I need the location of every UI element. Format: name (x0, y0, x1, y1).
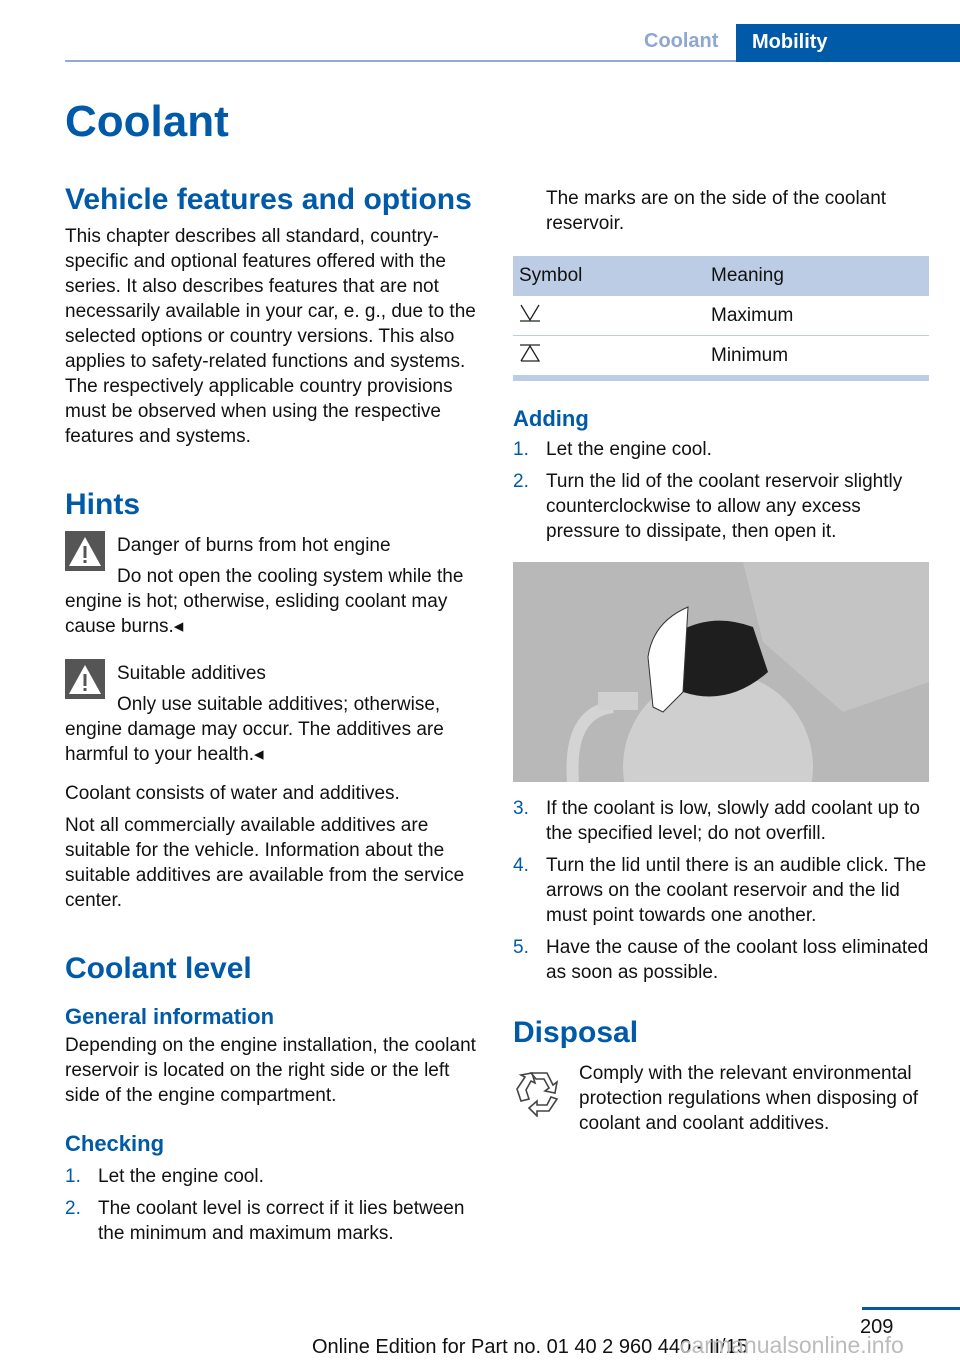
watermark: carmanualsonline.info (680, 1332, 904, 1358)
warning-body: Only use suitable additives; otherwise, engine damage may occur. The additives are harmful to your health.◂ (65, 694, 444, 765)
vehicle-features-body: This chapter describes all standard, country-specific and optional features offered with the series. It also describes features that are not necessarily available in your car, e. g., due to the selected options or country versions. This also applies to safety-related functions and systems. The respectively applicable country provisions must be observed when using the respective features and systems. (65, 226, 476, 447)
checking-heading: Checking (65, 1131, 165, 1156)
page-number: 209 (860, 1316, 894, 1338)
warning-title: Suitable additives (117, 663, 266, 684)
list-item: 4. Turn the lid until there is an audible click. The arrows on the coolant reservoir and the lid must point towards one another. (513, 855, 927, 926)
coolant-level-heading: Coolant level (65, 952, 252, 985)
marks-table (513, 256, 929, 376)
edition-text: Online Edition for Part no. 01 40 2 960 440 - II/15 (312, 1336, 748, 1358)
header-rule (65, 60, 737, 62)
table-header: Meaning (705, 256, 929, 296)
list-item: 2. Turn the lid of the coolant reservoir slightly counterclockwise to allow any excess pressure to dissipate, then open it. (513, 471, 903, 542)
max-mark-icon (519, 303, 541, 323)
warning-burns (65, 529, 481, 639)
hints-heading: Hints (65, 488, 140, 521)
right-column (513, 186, 929, 1136)
table-row: Minimum (513, 336, 929, 376)
header-chapter-tab (736, 24, 960, 62)
list-item: 1. Let the engine cool. (65, 1166, 264, 1187)
hints-para-1: Coolant consists of water and additives. (65, 783, 400, 804)
warning-triangle-icon (65, 659, 105, 699)
warning-title: Danger of burns from hot engine (117, 535, 391, 556)
vehicle-features-heading: Vehicle features and options (65, 183, 472, 216)
general-info-body: Depending on the engine installation, the coolant reservoir is located on the right side or the left side of the engine compartment. (65, 1035, 476, 1106)
warning-body: Do not open the cooling system while the engine is hot; otherwise, esliding coolant may cause burns.◂ (65, 566, 464, 637)
table-header: Symbol (513, 256, 705, 296)
general-info-heading: General information (65, 1004, 275, 1029)
warning-triangle-icon (65, 531, 105, 571)
table-end-rule (513, 376, 929, 381)
list-item: 1. Let the engine cool. (513, 439, 712, 460)
header-section: Coolant (644, 30, 719, 52)
checking-steps (65, 1164, 481, 1246)
hints-para-2: Not all commercially available additives are suitable for the vehicle. Information about the suitable additives are available from the service center. (65, 815, 465, 911)
list-item: 5. Have the cause of the coolant loss eliminated as soon as possible. (513, 937, 929, 983)
warning-additives (65, 657, 481, 767)
list-item: 2. The coolant level is correct if it lies between the minimum and maximum marks. (65, 1198, 465, 1244)
chapter-tab-label: Mobility (752, 31, 828, 53)
min-mark-icon (519, 343, 541, 363)
recycle-icon (513, 1065, 565, 1117)
disposal-body: Comply with the relevant environmental protection regulations when disposing of coolant and coolant additives. (579, 1063, 919, 1134)
left-column (65, 96, 481, 1253)
adding-heading: Adding (513, 406, 589, 431)
marks-intro: The marks are on the side of the coolant reservoir. (546, 188, 887, 234)
coolant-reservoir-illustration (513, 562, 929, 782)
table-row: Maximum (513, 296, 929, 336)
page-title: Coolant (65, 97, 229, 146)
disposal-note (513, 1061, 929, 1136)
adding-steps-a (513, 437, 929, 544)
footer-rule (862, 1307, 960, 1310)
adding-steps-b (513, 796, 929, 985)
disposal-heading: Disposal (513, 1016, 639, 1049)
list-item: 3. If the coolant is low, slowly add coolant up to the specified level; do not overfill. (513, 798, 920, 844)
